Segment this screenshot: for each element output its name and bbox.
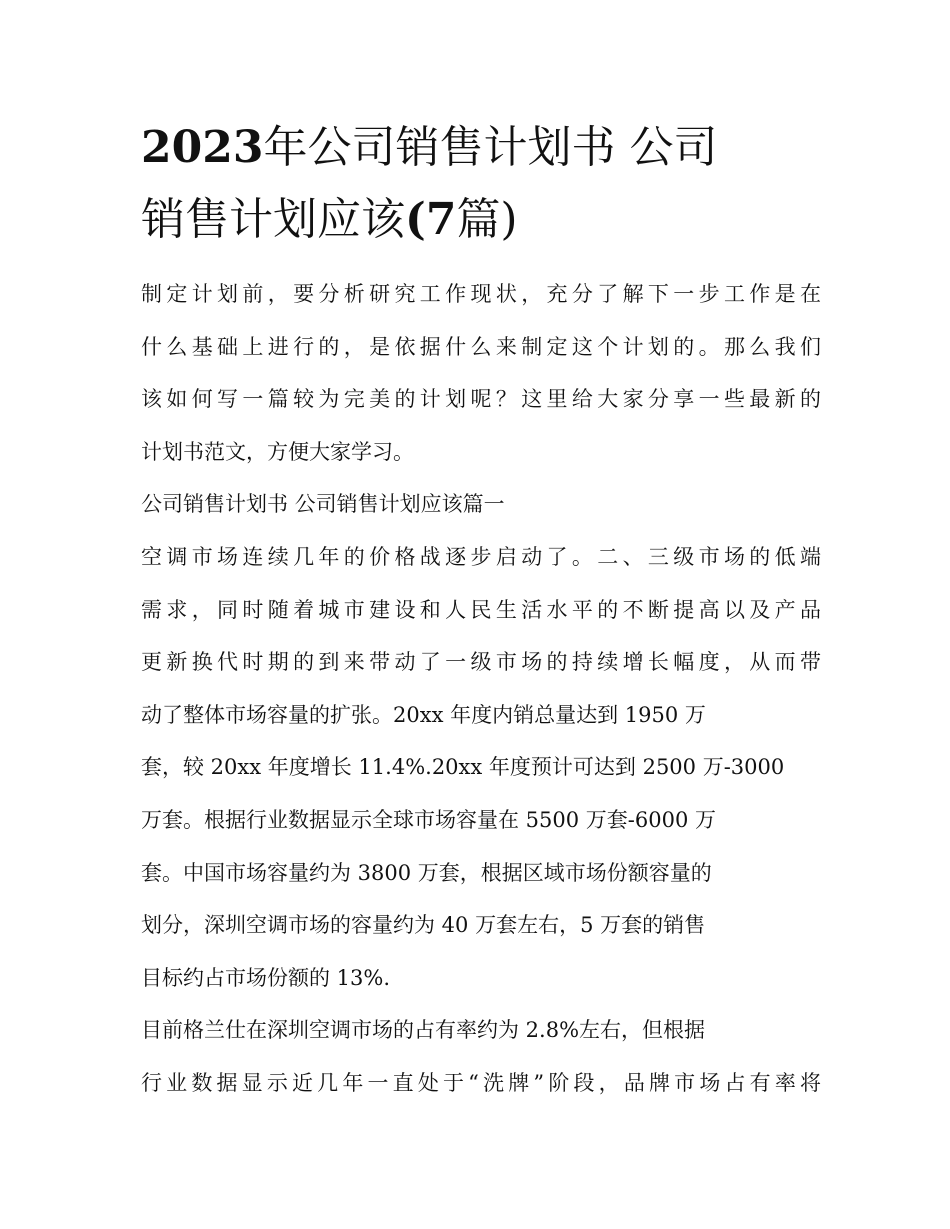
title-year: 2023 — [141, 122, 264, 173]
text-line: 什么基础上进行的，是依据什么来制定这个计划的。那么我们 — [141, 334, 821, 359]
section-heading — [141, 478, 821, 531]
text-line: 制定计划前，要分析研究工作现状，充分了解下一步工作是在 — [141, 282, 821, 306]
title-line-1 — [141, 112, 821, 184]
text-line: 套，较 20xx 年度增长 11.4%.20xx 年度预计可达到 2500 万-3000 — [141, 755, 785, 780]
paragraph-market — [141, 531, 821, 1004]
document-title — [141, 112, 821, 256]
title-line-2-tail: 篇) — [456, 194, 518, 245]
text-line: 目标约占市场份额的 13%. — [141, 965, 391, 990]
text-line: 空调市场连续几年的价格战逐步启动了。二、三级市场的低端 — [141, 544, 821, 569]
text-line: 目前格兰仕在深圳空调市场的占有率约为 2.8%左右，但根据 — [141, 1018, 706, 1043]
text-line: 套。中国市场容量约为 3800 万套，根据区域市场份额容量的 — [141, 860, 712, 885]
title-line-2-text: 销售计划应该 — [141, 194, 405, 245]
text-line: 动了整体市场容量的扩张。20xx 年度内销总量达到 1950 万 — [141, 702, 706, 727]
text-line: 计划书范文，方便大家学习。 — [141, 439, 414, 464]
document-page — [141, 112, 821, 1110]
text-line: 更新换代时期的到来带动了一级市场的持续增长幅度，从而带 — [141, 650, 821, 675]
text-line: 需求，同时随着城市建设和人民生活水平的不断提高以及产品 — [141, 597, 821, 622]
title-count: (7 — [405, 194, 457, 245]
text-line: 行业数据显示近几年一直处于“洗牌”阶段，品牌市场占有率将 — [141, 1070, 821, 1095]
title-line-1-text: 年公司销售计划书 公司 — [263, 122, 718, 173]
text-line: 公司销售计划书 公司销售计划应该篇一 — [141, 492, 505, 517]
paragraph-intro — [141, 268, 821, 478]
text-line: 万套。根据行业数据显示全球市场容量在 5500 万套-6000 万 — [141, 807, 717, 832]
text-line: 该如何写一篇较为完美的计划呢？这里给大家分享一些最新的 — [141, 387, 821, 412]
title-line-2 — [141, 184, 821, 256]
paragraph-share — [141, 1004, 821, 1109]
text-line: 划分，深圳空调市场的容量约为 40 万套左右，5 万套的销售 — [141, 913, 706, 938]
document-body — [141, 268, 821, 1110]
